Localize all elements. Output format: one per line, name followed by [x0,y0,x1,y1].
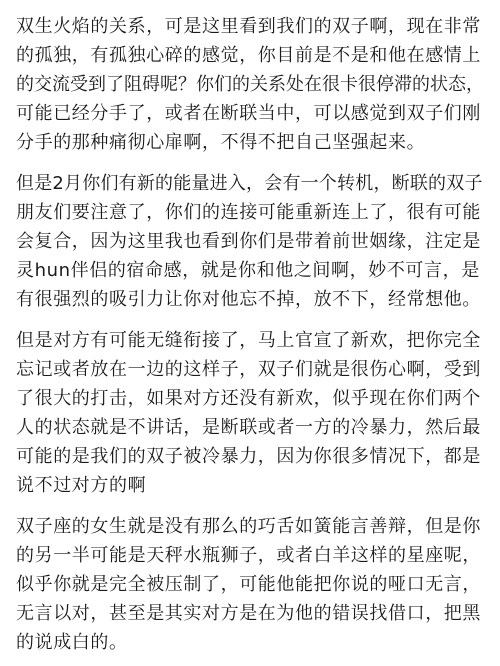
text-line: 朋友们要注意了，你们的连接可能重新连上了，很有可能 [16,202,481,223]
text-line: 有很强烈的吸引力让你对他忘不掉，放不下，经常想他。 [16,289,481,310]
text-line: 但是对方有可能无缝衔接了，马上官宣了新欢，把你完全 [16,330,481,351]
text-line: 的另一半可能是天秤水瓶狮子，或者白羊这样的星座呢， [16,545,481,566]
text-line: 可能的是我们的双子被冷暴力，因为你很多情况下，都是 [16,446,481,467]
paragraph-2 [16,169,484,314]
text-line: 双子座的女生就是没有那么的巧舌如簧能言善辩，但是你 [16,516,481,537]
text-line: 会复合，因为这里我也看到你们是带着前世姻缘，注定是 [16,231,481,252]
text-line: 可能已经分手了，或者在断联当中，可以感觉到双子们刚 [16,103,481,124]
text-line: 灵hun伴侣的宿命感，就是你和他之间啊，妙不可言，是 [16,260,480,281]
text-line: 分手的那种痛彻心扉啊，不得不把自己坚强起来。 [16,132,426,153]
text-line: 说不过对方的啊 [16,475,147,496]
paragraph-1 [16,12,484,157]
text-line: 但是2月你们有新的能量进入，会有一个转机，断联的双子 [16,173,483,194]
text-line: 人的状态就是不讲话，是断联或者一方的冷暴力，然后最 [16,417,481,438]
text-line: 了很大的打击，如果对方还没有新欢，似乎现在你们两个 [16,388,481,409]
text-line: 忘记或者放在一边的这样子，双子们就是很伤心啊，受到 [16,359,481,380]
text-line: 的说成白的。 [16,632,128,653]
text-line: 无言以对，甚至是其实对方是在为他的错误找借口，把黑 [16,603,481,624]
paragraph-3 [16,326,484,500]
text-line: 的孤独，有孤独心碎的感觉，你目前是不是和他在感情上 [16,45,481,66]
text-line: 双生火焰的关系，可是这里看到我们的双子啊，现在非常 [16,16,481,37]
text-line: 似乎你就是完全被压制了，可能他能把你说的哑口无言， [16,574,481,595]
paragraph-4 [16,512,484,657]
text-line: 的交流受到了阻碍呢？你们的关系处在很卡很停滞的状态， [16,74,484,95]
